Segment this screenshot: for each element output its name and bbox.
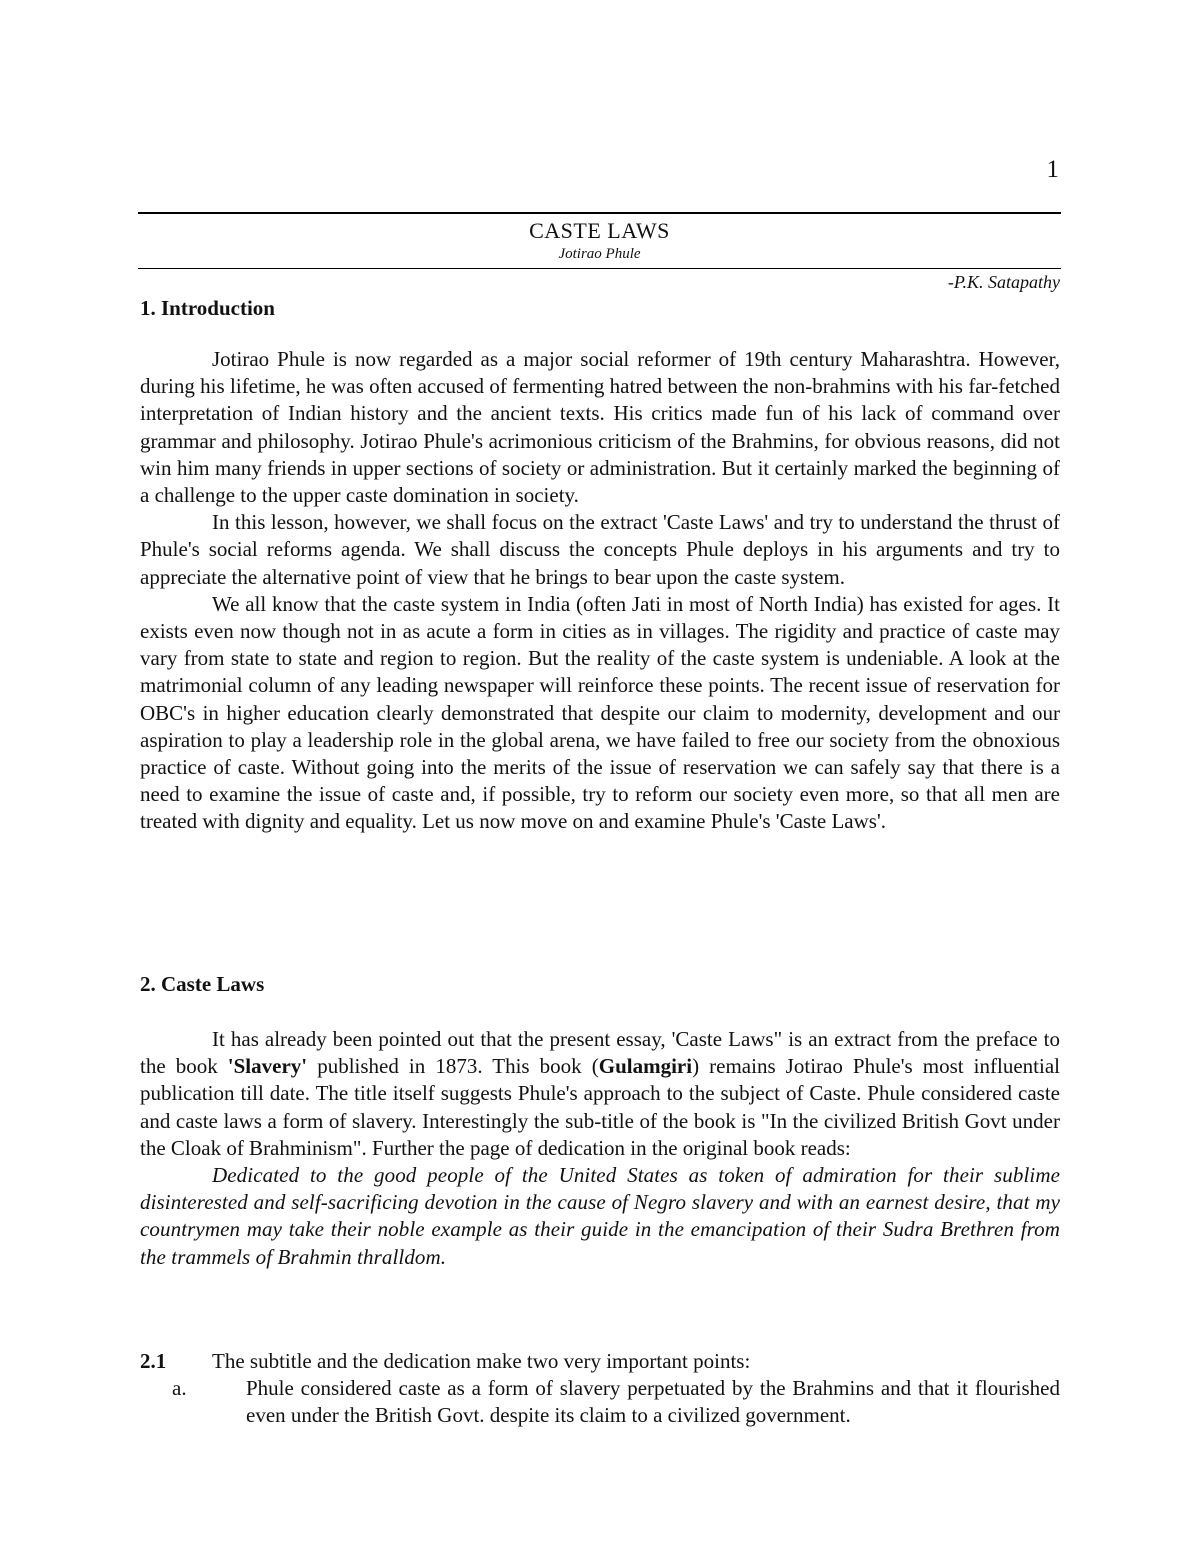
introduction-body (140, 346, 1060, 836)
paragraph: We all know that the caste system in India (often Jati in most of North India) has existed for ages. It exists even now though not in as acute a form in cities as in villages. The rigidity and practice of caste may vary from state to state and region to region. But the reality of the caste system is undeniable. A look at the matrimonial column of any leading newspaper will reinforce these points. The recent issue of reservation for OBC's in higher education clearly demonstrated that despite our claim to modernity, development and our aspiration to play a leadership role in the global arena, we have failed to free our society from the obnoxious practice of caste. Without going into the merits of the issue of reservation we can safely say that there is a need to examine the issue of caste and, if possible, try to reform our society even more, so that all men are treated with dignity and equality. Let us now move on and examine Phule's 'Caste Laws'. (140, 591, 1060, 834)
subsection-heading-row (140, 1348, 1060, 1375)
byline: -P.K. Satapathy (947, 272, 1060, 292)
section-heading-introduction: 1. Introduction (140, 296, 275, 320)
book-title: 'Slavery' (227, 1054, 308, 1079)
subsection-text: The subtitle and the dedication make two very important points: (212, 1349, 751, 1373)
paragraph (140, 1026, 1060, 1162)
paragraph-text: It has already been pointed out that the present essay, 'Caste Laws" is an extract from the preface to the book (140, 1027, 1060, 1079)
list-item-letter: a. (172, 1376, 187, 1400)
list-item-text: Phule considered caste as a form of slavery perpetuated by the Brahmins and that it flourished even under the British Govt. despite its claim to a civilized government. (246, 1376, 1060, 1427)
paragraph: Jotirao Phule is now regarded as a major social reformer of 19th century Maharashtra. However, during his lifetime, he was often accused of fermenting hatred between the non-brahmins with his far-fetched interpretation of Indian history and the ancient texts. His critics made fun of his lack of command over grammar and philosophy. Jotirao Phule's acrimonious criticism of the Brahmins, for obvious reasons, did not win him many friends in upper sections of society or administration. But it certainly marked the beginning of a challenge to the upper caste domination in society. (140, 347, 1060, 508)
document-title: CASTE LAWS (529, 218, 670, 243)
book-original-title: Gulamgiri (598, 1054, 693, 1079)
header-rule-top (138, 212, 1061, 214)
section-heading-caste-laws: 2. Caste Laws (140, 972, 265, 996)
header-rule-bottom (138, 268, 1061, 269)
subsection-2-1 (140, 1348, 1060, 1429)
dedication-quote: Dedicated to the good people of the United States as token of admiration for their sublime disinterested and self-sacrificing devotion in the cause of Negro slavery and with an earnest desire, that my countrymen may take their noble example as their guide in the emancipation of their Sudra Brethren from the trammels of Brahmin thralldom. (140, 1163, 1060, 1269)
paragraph-text: published in 1873. This book ( (307, 1054, 599, 1079)
subsection-number: 2.1 (140, 1349, 167, 1373)
caste-laws-body (140, 1026, 1060, 1271)
page-number: 1 (1046, 156, 1059, 183)
document-author: Jotirao Phule (558, 246, 641, 262)
list-item (140, 1375, 1060, 1429)
paragraph: In this lesson, however, we shall focus on the extract 'Caste Laws' and try to understand the thrust of Phule's social reforms agenda. We shall discuss the concepts Phule deploys in his arguments and try to appreciate the alternative point of view that he brings to bear upon the caste system. (140, 510, 1060, 589)
paragraph-text: ) remains Jotirao Phule's most influential publication till date. The title itself suggests Phule's approach to the subject of Caste. Phule considered caste and caste laws a form of slavery. Interestingly the sub-title of the book is "In the civilized British Govt under the Cloak of Brahminism". Further the page of dedication in the original book reads: (140, 1054, 1060, 1160)
